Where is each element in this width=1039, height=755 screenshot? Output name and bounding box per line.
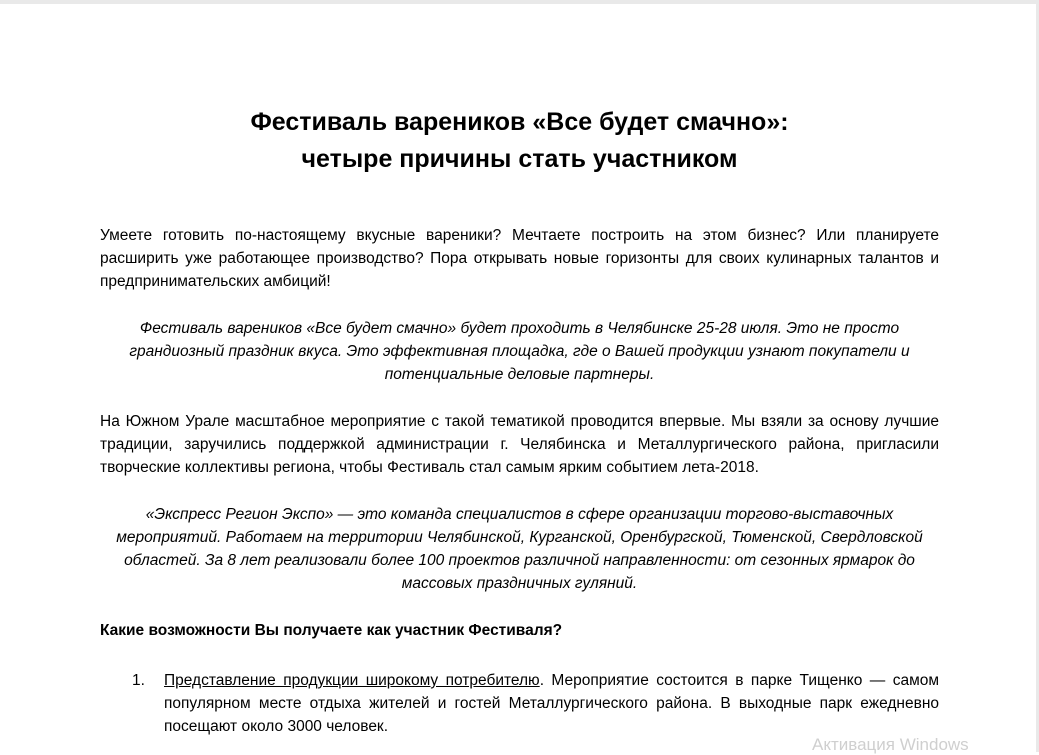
event-description-paragraph: На Южном Урале масштабное мероприятие с такой тематикой проводится впервые. Мы взяли за основу лучшие традиции, заручились поддержкой администрации г. Челябинска и Металлургического района, пригласили творческие коллективы региона, чтобы Фестиваль стал самым ярким событием лета-2018. <box>100 413 939 476</box>
page-top-edge <box>0 0 1039 4</box>
windows-activation-watermark: Активация Windows <box>812 735 969 754</box>
intro-paragraph: Умеете готовить по-настоящему вкусные вареники? Мечтаете построить на этом бизнес? Или планируете расширить уже работающее производство? Пора открывать новые горизонты для своих кулинарных талантов и предпринимательских амбиций! <box>100 227 939 290</box>
title-line-2: четыре причины стать участником <box>301 145 738 173</box>
benefits-list <box>100 669 939 738</box>
festival-dates-paragraph: Фестиваль вареников «Все будет смачно» будет проходить в Челябинске 25-28 июля. Это не просто грандиозный праздник вкуса. Это эффективная площадка, где о Вашей продукции узнают покупатели и потенциальные деловые партнеры. <box>129 320 910 383</box>
title-line-1: Фестиваль вареников «Все будет смачно»: <box>250 108 789 136</box>
section-heading: Какие возможности Вы получаете как участник Фестиваля? <box>100 622 563 639</box>
document-title <box>100 104 939 178</box>
list-item-text: . Мероприятие состоится в парке Тищенко — самом популярном месте отдыха жителей и гостей Металлургического района. В выходные парк ежедневно посещают около 3000 человек. <box>164 672 939 735</box>
list-item-number: 1. <box>132 672 145 689</box>
organizer-paragraph: «Экспресс Регион Экспо» — это команда специалистов в сфере организации торгово-выставочных мероприятий. Работаем на территории Челябинской, Курганской, Оренбургской, Тюменской, Свердловской областей. За 8 лет реализовали более 100 проектов различной направленности: от сезонных ярмарок до массовых праздничных гуляний. <box>116 506 923 592</box>
document-page <box>100 104 939 738</box>
list-item <box>100 669 939 738</box>
list-item-underlined-text: Представление продукции широкому потребителю <box>164 672 540 689</box>
